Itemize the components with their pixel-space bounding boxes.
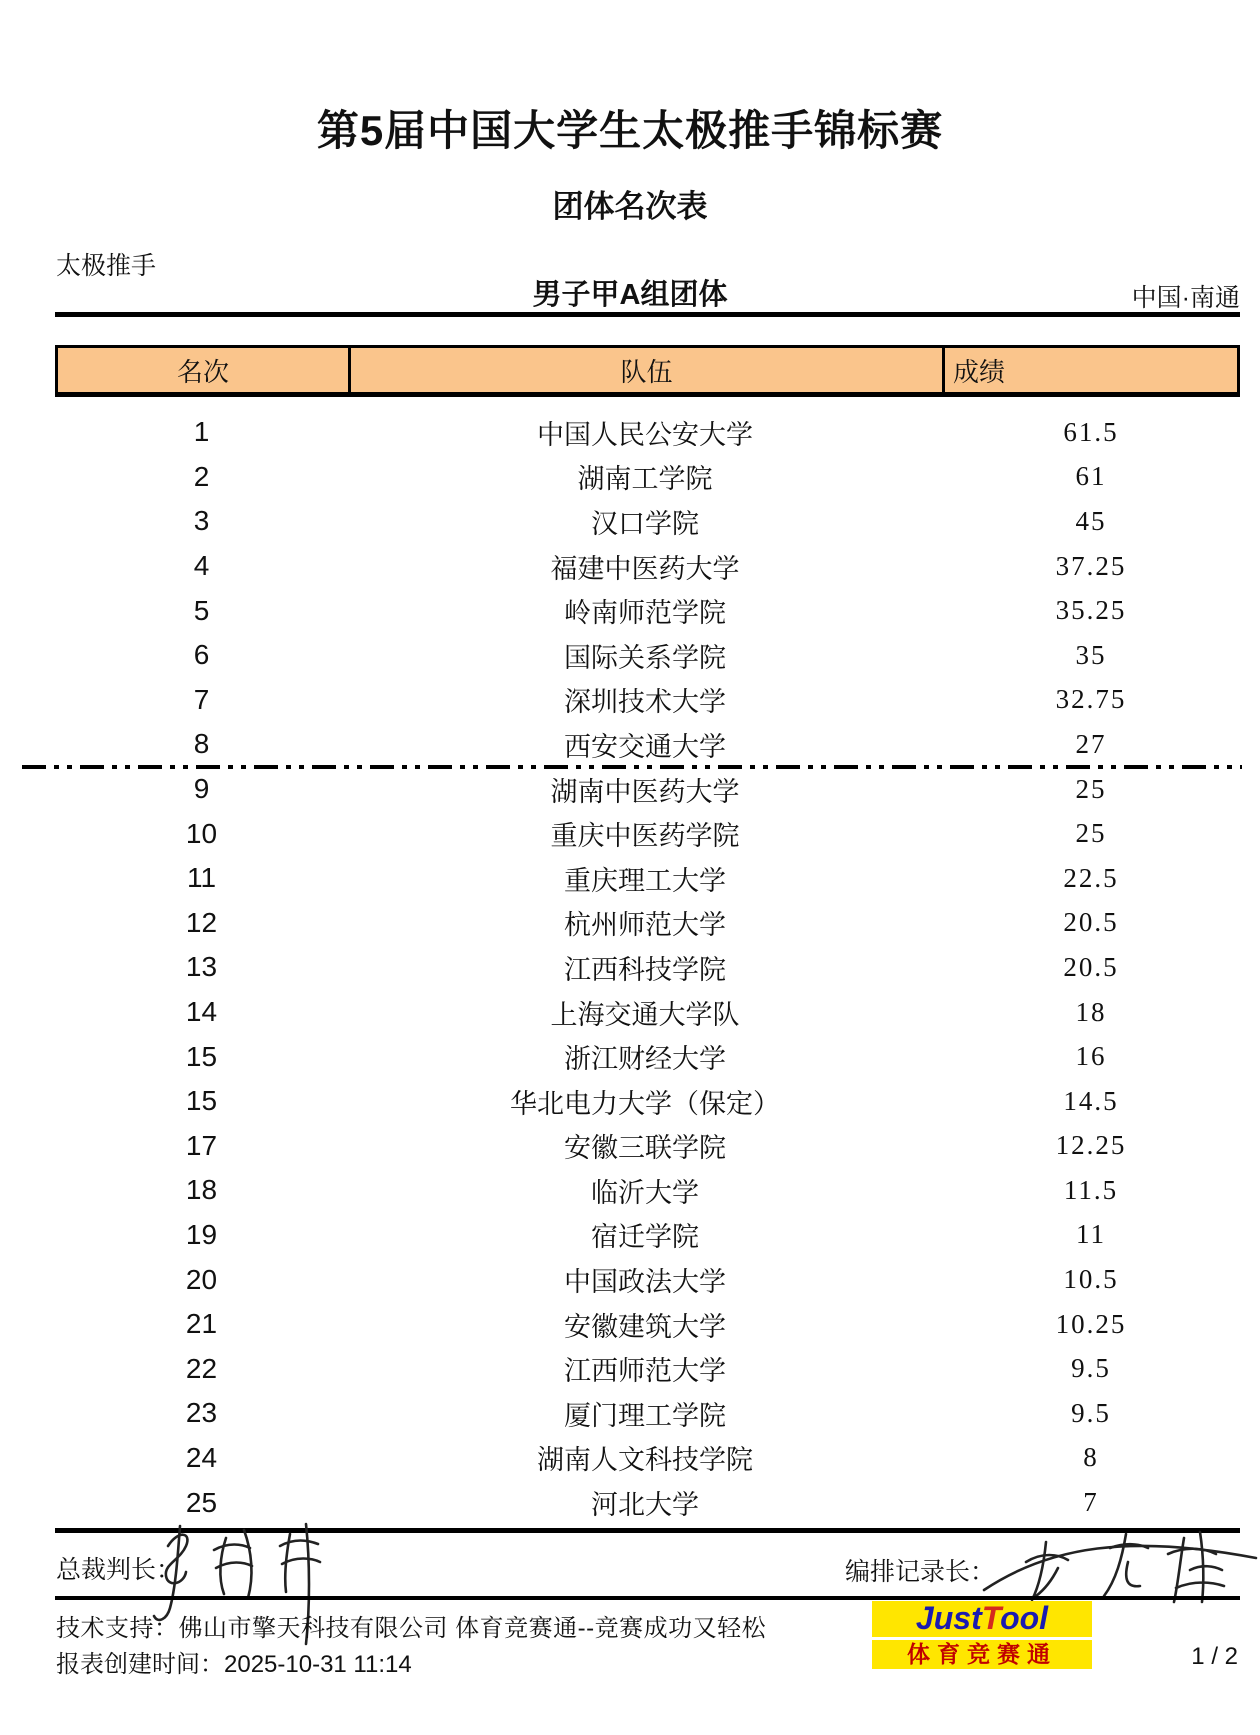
team-cell: 河北大学 [591,1490,699,1521]
tech-support-text: 技术支持：佛山市擎天科技有限公司 体育竞赛通--竞赛成功又轻松 [56,1615,767,1642]
logo-text-part3: ool [1000,1600,1049,1636]
table-row [55,455,1240,500]
logo-text-part1: Just [915,1600,982,1636]
table-row [55,722,1240,767]
table-row [55,945,1240,990]
footer-divider-rule [55,1596,1240,1600]
table-row [55,544,1240,589]
team-cell: 江西师范大学 [564,1356,726,1387]
rank-cell: 3 [193,505,210,537]
score-cell: 35.25 [1055,595,1127,626]
rank-cell: 15 [185,1040,218,1072]
score-cell: 7 [1083,1487,1099,1518]
team-cell: 江西科技学院 [564,954,726,985]
table-row [55,1034,1240,1079]
table-row [55,410,1240,455]
justtool-logo [872,1601,1092,1669]
team-cell: 湖南中医药大学 [550,776,740,807]
score-cell: 11 [1076,1219,1106,1250]
team-cell: 西安交通大学 [564,731,726,762]
rank-column-header: 名次 [58,348,351,392]
table-row [55,856,1240,901]
team-cell: 安徽三联学院 [564,1133,726,1164]
score-cell: 45 [1075,505,1107,536]
score-cell: 12.25 [1055,1130,1127,1161]
score-cell: 25 [1075,773,1107,804]
table-row [55,1213,1240,1258]
rank-cell: 6 [193,639,210,671]
table-row [55,1124,1240,1169]
rank-cell: 17 [185,1129,218,1161]
team-cell: 厦门理工学院 [564,1400,726,1431]
team-column-header: 队伍 [351,348,945,392]
rank-cell: 4 [193,550,210,582]
rank-cell: 21 [185,1308,218,1340]
location-label: 中国·南通 [1131,284,1240,312]
score-cell: 8 [1083,1442,1099,1473]
team-cell: 福建中医药大学 [550,553,740,584]
team-cell: 宿迁学院 [591,1222,699,1253]
logo-text-part2: T [981,1600,1001,1636]
rank-cell: 7 [193,683,210,715]
score-cell: 61.5 [1063,416,1119,447]
report-created-time [56,1644,412,1679]
table-row [55,1168,1240,1213]
team-cell: 临沂大学 [591,1177,699,1208]
table-row [55,633,1240,678]
table-row [55,678,1240,723]
rank-cell: 23 [185,1397,218,1429]
team-cell: 国际关系学院 [564,642,726,673]
rank-cell: 9 [193,773,210,805]
table-row [55,1346,1240,1391]
rank-cell: 19 [185,1218,218,1250]
score-cell: 10.25 [1055,1308,1127,1339]
chief-referee-label: 总裁判长： [56,1556,182,1584]
table-row [55,499,1240,544]
table-row [55,1391,1240,1436]
rank-cell: 10 [185,817,218,849]
signature-divider-rule [55,1528,1240,1533]
table-row [55,811,1240,856]
rank-cell: 13 [185,951,218,983]
table-row [55,1079,1240,1124]
rank-cell: 25 [185,1486,218,1518]
table-body [55,397,1240,1525]
event-label: 太极推手 [56,252,157,280]
page-number: 1 / 2 [1191,1643,1238,1670]
rank-cell: 5 [193,594,210,626]
table-header-row [55,345,1240,397]
table-row [55,990,1240,1035]
score-cell: 9.5 [1071,1353,1111,1384]
top-divider-rule [55,312,1240,317]
rank-cell: 1 [193,416,210,448]
justtool-logo-subtitle: 体育竞赛通 [872,1640,1092,1669]
team-cell: 湖南人文科技学院 [537,1445,753,1476]
rank-cell: 22 [185,1352,218,1384]
rank-cell: 18 [185,1174,218,1206]
team-cell: 华北电力大学（保定） [510,1088,780,1119]
team-cell: 汉口学院 [591,508,699,539]
group-label: 男子甲A组团体 [532,279,728,311]
team-cell: 浙江财经大学 [564,1044,726,1075]
report-time-label: 报表创建时间： [56,1651,224,1678]
team-cell: 深圳技术大学 [564,687,726,718]
score-cell: 11.5 [1063,1174,1119,1205]
team-cell: 杭州师范大学 [564,910,726,941]
score-cell: 35 [1075,639,1107,670]
score-cell: 32.75 [1055,684,1127,715]
score-cell: 61 [1075,461,1107,492]
page-subtitle: 团体名次表 [552,189,708,224]
team-cell: 中国政法大学 [564,1267,726,1298]
score-cell: 25 [1075,818,1107,849]
table-row [55,1257,1240,1302]
team-cell: 重庆理工大学 [564,865,726,896]
team-cell: 湖南工学院 [577,464,713,495]
table-row [55,588,1240,633]
rank-cell: 8 [193,728,210,760]
score-cell: 20.5 [1063,951,1119,982]
rank-cell: 2 [193,460,210,492]
score-cell: 16 [1075,1041,1107,1072]
score-cell: 22.5 [1063,862,1119,893]
rank-cell: 20 [185,1263,218,1295]
score-cell: 27 [1075,728,1107,759]
table-row [55,767,1240,812]
team-cell: 重庆中医药学院 [550,821,740,852]
team-cell: 上海交通大学队 [550,999,740,1030]
table-row [55,1302,1240,1347]
rank-cell: 24 [185,1441,218,1473]
rank-cell: 14 [185,996,218,1028]
rank-cell: 12 [185,906,218,938]
score-cell: 9.5 [1071,1397,1111,1428]
score-cell: 14.5 [1063,1085,1119,1116]
rank-cell: 15 [185,1085,218,1117]
rank-cell: 11 [186,862,217,894]
score-column-header: 成绩 [953,356,1006,387]
score-cell: 20.5 [1063,907,1119,938]
table-row [55,1480,1240,1525]
team-cell: 岭南师范学院 [564,598,726,629]
justtool-logo-wordmark [872,1601,1092,1637]
team-cell: 中国人民公安大学 [537,419,753,450]
table-row [55,1436,1240,1481]
report-time-value: 2025-10-31 11:14 [224,1651,412,1678]
recorder-label: 编排记录长： [845,1558,996,1586]
team-cell: 安徽建筑大学 [564,1311,726,1342]
table-row [55,901,1240,946]
score-cell: 37.25 [1055,550,1127,581]
page-title: 第5届中国大学生太极推手锦标赛 [316,107,944,154]
score-cell: 18 [1075,996,1107,1027]
score-cell: 10.5 [1063,1264,1119,1295]
